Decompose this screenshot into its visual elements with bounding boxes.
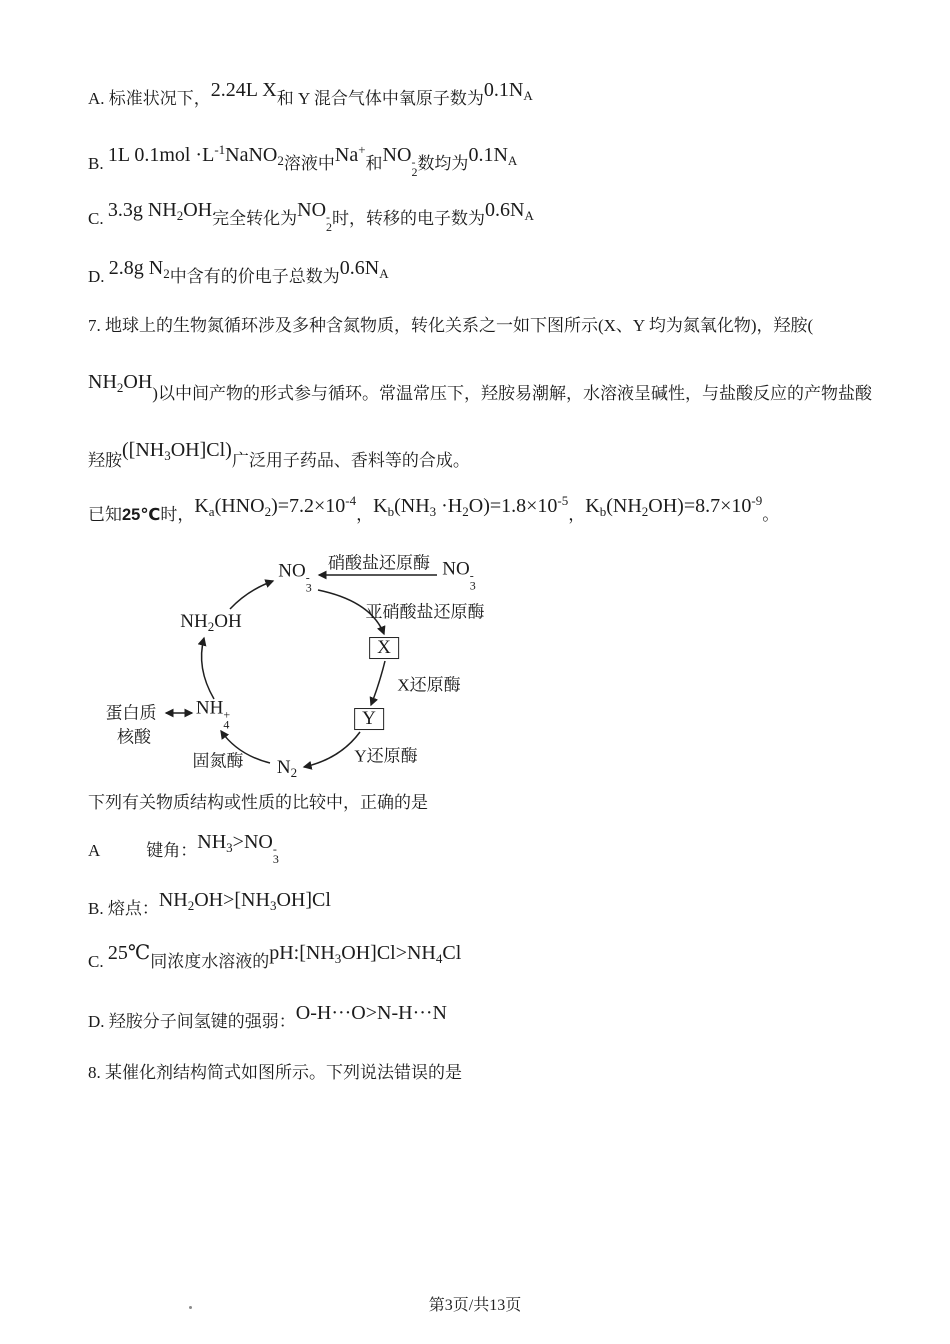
- q7-option-d-text: D. 羟胺分子间氢键的强弱：: [88, 1012, 296, 1031]
- node-n2: $N_2$: [276, 757, 298, 781]
- q6-option-b-text: 溶液中: [283, 154, 335, 173]
- q6-option-a: [88, 79, 533, 116]
- arrow-nh2oh-to-no3: [230, 581, 273, 609]
- q6-option-a-text: 和 Y 混合气体中氧原子数为: [276, 89, 484, 108]
- q6-option-b-formula: NO - 2: [382, 144, 418, 179]
- q6-option-b-formula: $0.1N_A$: [468, 144, 518, 168]
- q7-option-a-formula: $NH_3>NO$ - 3: [197, 831, 279, 866]
- q7-constants-text: 已知: [88, 505, 122, 524]
- q7-option-a: [88, 831, 279, 872]
- q7-option-c-text: 同浓度水溶液的: [150, 952, 270, 971]
- q7-constants-text: ，: [568, 505, 586, 524]
- arrow-nh4-to-nh2oh: [202, 638, 214, 699]
- q7-stem-line1-text: 7. 地球上的生物氮循环涉及多种含氮物质，转化关系之一如下图所示(X、Y 均为氮氧化物)，羟胺(: [88, 316, 814, 335]
- q6-option-c-text: 完全转化为: [212, 209, 298, 228]
- q6-option-b-formula: Na+: [334, 142, 366, 166]
- q7-constants-text: 25℃: [122, 506, 161, 524]
- q6-option-d-text: 中含有的价电子总数为: [169, 267, 340, 286]
- node-no3-external: NO - 3: [442, 558, 476, 593]
- label-y-reductase: Y还原酶: [354, 746, 418, 766]
- q6-option-d-text: D.: [88, 267, 109, 286]
- node-x: X: [369, 637, 399, 659]
- q7-option-b: [88, 889, 331, 926]
- nitrogen-cycle-diagram: [88, 548, 500, 795]
- q7-stem-line3: [88, 439, 470, 478]
- q6-option-a-text: A. 标准状况下，: [88, 89, 211, 108]
- page-number-footer: 第3页/共13页: [428, 1297, 522, 1314]
- q7-constants: [88, 493, 780, 532]
- q7-stem-line1: [88, 314, 813, 338]
- q6-option-c-formula: 3.3g $NH_2OH$: [107, 199, 213, 223]
- q7-option-c-text: C.: [88, 952, 108, 971]
- q6-option-c: [88, 199, 534, 240]
- q7-option-d: [88, 1002, 448, 1034]
- q7-option-a-text: 键角：: [146, 841, 198, 860]
- q7-constants-text: 。: [762, 505, 780, 524]
- q7-stem-line3-formula: $([NH_3OH]Cl)$: [122, 439, 232, 463]
- label-x-reductase: X还原酶: [397, 675, 461, 695]
- q7-stem-line3-text: 广泛用子药品、香料等的合成。: [231, 451, 470, 470]
- q7-subquestion-text: 下列有关物质结构或性质的比较中，正确的是: [88, 793, 428, 812]
- q7-option-c: [88, 942, 462, 979]
- q7-option-b-text: B. 熔点：: [88, 899, 159, 918]
- q6-option-c-text: 时，转移的电子数为: [332, 209, 486, 228]
- q6-option-a-formula: 2.24L X: [210, 79, 277, 101]
- node-no3-cycle: NO - 3: [278, 560, 312, 595]
- label-nitrite-reductase: 亚硝酸盐还原酶: [365, 602, 485, 622]
- q7-option-d-formula: O-H···O>N-H···N: [295, 1002, 448, 1024]
- q7-constants-formula: $K_b(NH_3 \cdot H_2O)=1.8\times 10^{-5}$: [373, 493, 569, 519]
- node-nh4: NH + 4: [195, 697, 231, 732]
- q6-option-b-formula: 1L $0.1mol \cdot L^{-1}NaNO_2$: [107, 142, 284, 168]
- q7-constants-formula: $K_b(NH_2OH)=8.7\times 10^{-9}$: [585, 493, 763, 519]
- q8-stem: [88, 1061, 462, 1085]
- q6-option-b-text: 数均为: [417, 154, 469, 173]
- q6-option-b-text: B.: [88, 154, 108, 173]
- q7-constants-text: ，: [356, 505, 374, 524]
- node-nh2oh: $NH_2OH$: [180, 611, 242, 635]
- arrow-x-to-y: [371, 661, 385, 705]
- q8-stem-text: 8. 某催化剂结构简式如图所示。下列说法错误的是: [88, 1063, 462, 1082]
- scan-artifact-dot: [189, 1306, 192, 1309]
- q7-stem-line2: [88, 371, 872, 411]
- q7-stem-line2-formula: $NH_2OH$: [88, 371, 153, 395]
- q6-option-a-formula: $0.1N_A$: [483, 79, 533, 103]
- q7-option-a-text: A: [88, 841, 101, 860]
- q7-stem-line2-text: )以中间产物的形式参与循环。常温常压下，羟胺易潮解，水溶液呈碱性，与盐酸反应的产物盐酸: [152, 384, 872, 403]
- arrow-y-to-n2: [304, 732, 360, 767]
- node-nucleic-acid: 核酸: [117, 727, 151, 747]
- q6-option-b-text: 和: [365, 154, 383, 173]
- node-protein: 蛋白质: [105, 703, 157, 723]
- q6-option-d: [88, 257, 389, 294]
- q6-option-d-formula: $0.6N_A$: [339, 257, 389, 281]
- label-nitrogenase: 固氮酶: [192, 751, 244, 771]
- q6-option-c-text: C.: [88, 209, 108, 228]
- q6-option-c-formula: NO - 2: [297, 199, 333, 234]
- q7-option-b-formula: $NH_2OH>[NH_3OH]Cl$: [158, 889, 331, 913]
- node-y: Y: [354, 708, 384, 730]
- q7-stem-line3-text: 羟胺: [88, 451, 122, 470]
- q6-option-c-formula: $0.6N_A$: [485, 199, 534, 223]
- q6-option-d-formula: 2.8g $N_2$: [108, 257, 170, 281]
- q7-option-c-formula: 25℃: [107, 942, 151, 964]
- q7-constants-text: 时，: [160, 505, 195, 524]
- label-nitrate-reductase: 硝酸盐还原酶: [328, 553, 430, 573]
- q7-constants-formula: $K_a(HNO_2)=7.2\times 10^{-4}$: [194, 493, 357, 519]
- q6-option-b: [88, 142, 518, 185]
- q7-option-c-formula: $pH:[NH_3OH]Cl>NH_4Cl$: [269, 942, 462, 966]
